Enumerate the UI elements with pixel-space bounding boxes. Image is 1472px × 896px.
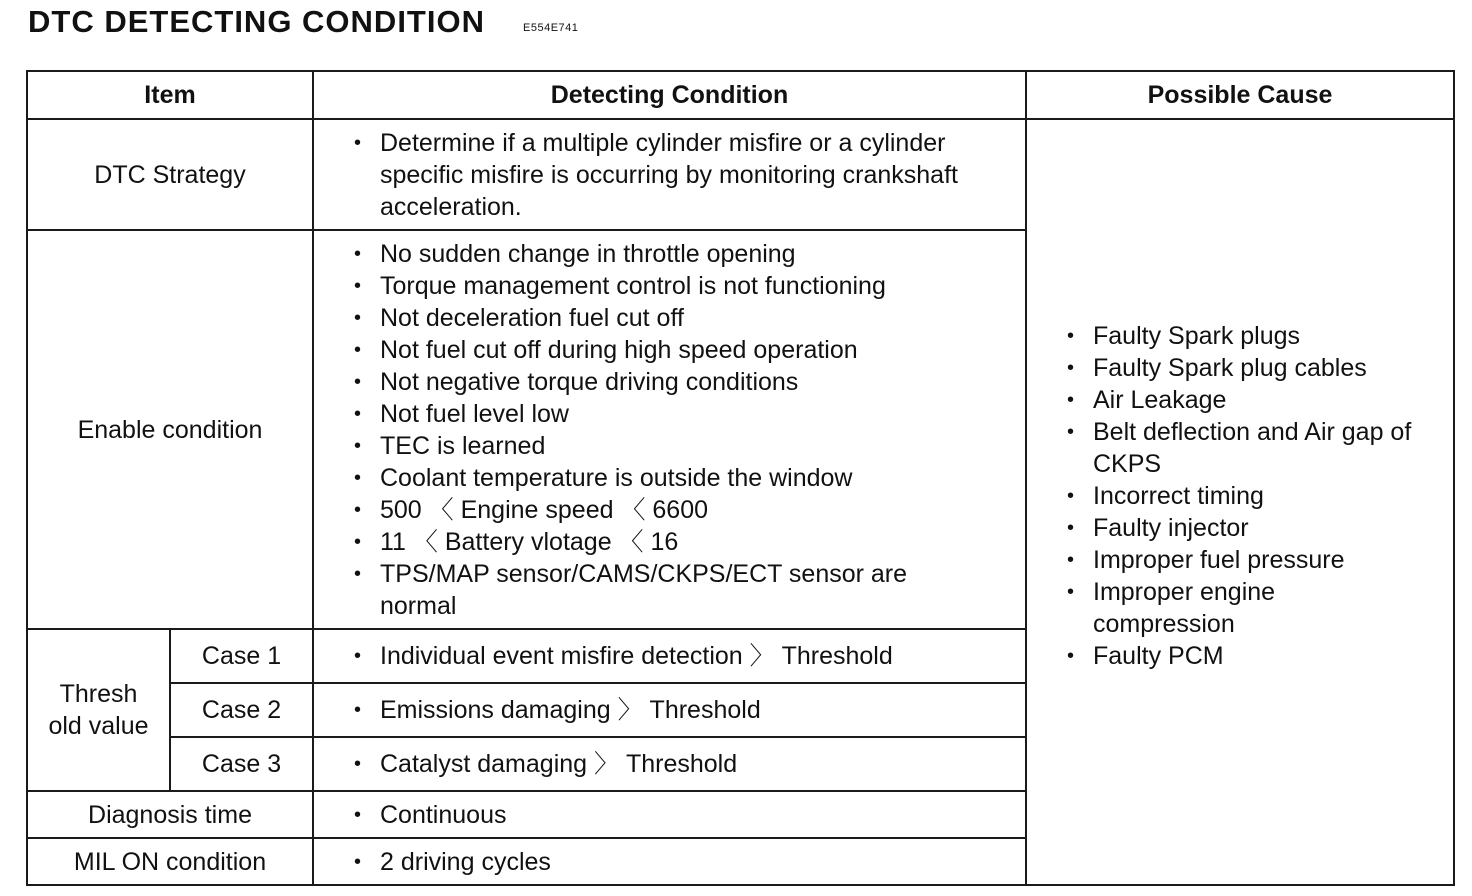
cause-item: • Faulty PCM xyxy=(1067,640,1453,672)
list-item: • 11 〈 Battery vlotage 〈 16 xyxy=(354,526,965,558)
condition-dtc-strategy xyxy=(313,119,1026,230)
list-item: • 500 〈 Engine speed 〈 6600 xyxy=(354,494,965,526)
item-mil-on-condition: MIL ON condition xyxy=(27,838,313,885)
list-item: • Coolant temperature is outside the window xyxy=(354,462,965,494)
condition-case-3 xyxy=(313,737,1026,791)
column-header-possible-cause: Possible Cause xyxy=(1026,71,1454,119)
condition-case-2 xyxy=(313,683,1026,737)
list-item: • Continuous xyxy=(354,799,1025,831)
list-item: • Not negative torque driving conditions xyxy=(354,366,965,398)
list-item: • TEC is learned xyxy=(354,430,965,462)
list-item: • Torque management control is not functioning xyxy=(354,270,965,302)
cause-item: • Belt deflection and Air gap of CKPS xyxy=(1067,416,1453,480)
threshold-case-3-label: Case 3 xyxy=(170,737,313,791)
threshold-case-2-label: Case 2 xyxy=(170,683,313,737)
table-header-row xyxy=(27,71,1454,119)
condition-mil-on xyxy=(313,838,1026,885)
cause-item: • Air Leakage xyxy=(1067,384,1453,416)
list-item: • Catalyst damaging 〉 Threshold xyxy=(354,748,1025,780)
cause-item: • Incorrect timing xyxy=(1067,480,1453,512)
condition-diagnosis-time xyxy=(313,791,1026,838)
condition-case-1 xyxy=(313,629,1026,683)
cause-item: • Faulty Spark plug cables xyxy=(1067,352,1453,384)
dtc-condition-table xyxy=(26,70,1455,886)
list-item: • Emissions damaging 〉 Threshold xyxy=(354,694,1025,726)
possible-cause-cell xyxy=(1026,119,1454,885)
list-item: • Determine if a multiple cylinder misfire or a cylinder specific misfire is occurring by monitoring crankshaft acceleration. xyxy=(354,127,995,223)
page-title: DTC DETECTING CONDITION xyxy=(28,4,485,39)
item-diagnosis-time: Diagnosis time xyxy=(27,791,313,838)
threshold-case-1-label: Case 1 xyxy=(170,629,313,683)
cause-item: • Faulty Spark plugs xyxy=(1067,320,1453,352)
list-item: • TPS/MAP sensor/CAMS/CKPS/ECT sensor are normal xyxy=(354,558,965,622)
item-dtc-strategy: DTC Strategy xyxy=(27,119,313,230)
document-code: E554E741 xyxy=(523,22,579,34)
cause-item: • Improper engine compression xyxy=(1067,576,1453,640)
item-enable-condition: Enable condition xyxy=(27,230,313,629)
list-item: • No sudden change in throttle opening xyxy=(354,238,965,270)
list-item: • 2 driving cycles xyxy=(354,846,1025,878)
table-row-dtc-strategy xyxy=(27,119,1454,230)
condition-enable xyxy=(313,230,1026,629)
item-threshold-value: Thresh old value xyxy=(27,629,170,791)
list-item: • Individual event misfire detection 〉 Threshold xyxy=(354,640,1025,672)
column-header-detecting-condition: Detecting Condition xyxy=(313,71,1026,119)
column-header-item: Item xyxy=(27,71,313,119)
cause-item: • Faulty injector xyxy=(1067,512,1453,544)
list-item: • Not deceleration fuel cut off xyxy=(354,302,965,334)
list-item: • Not fuel level low xyxy=(354,398,965,430)
list-item: • Not fuel cut off during high speed operation xyxy=(354,334,965,366)
cause-item: • Improper fuel pressure xyxy=(1067,544,1453,576)
